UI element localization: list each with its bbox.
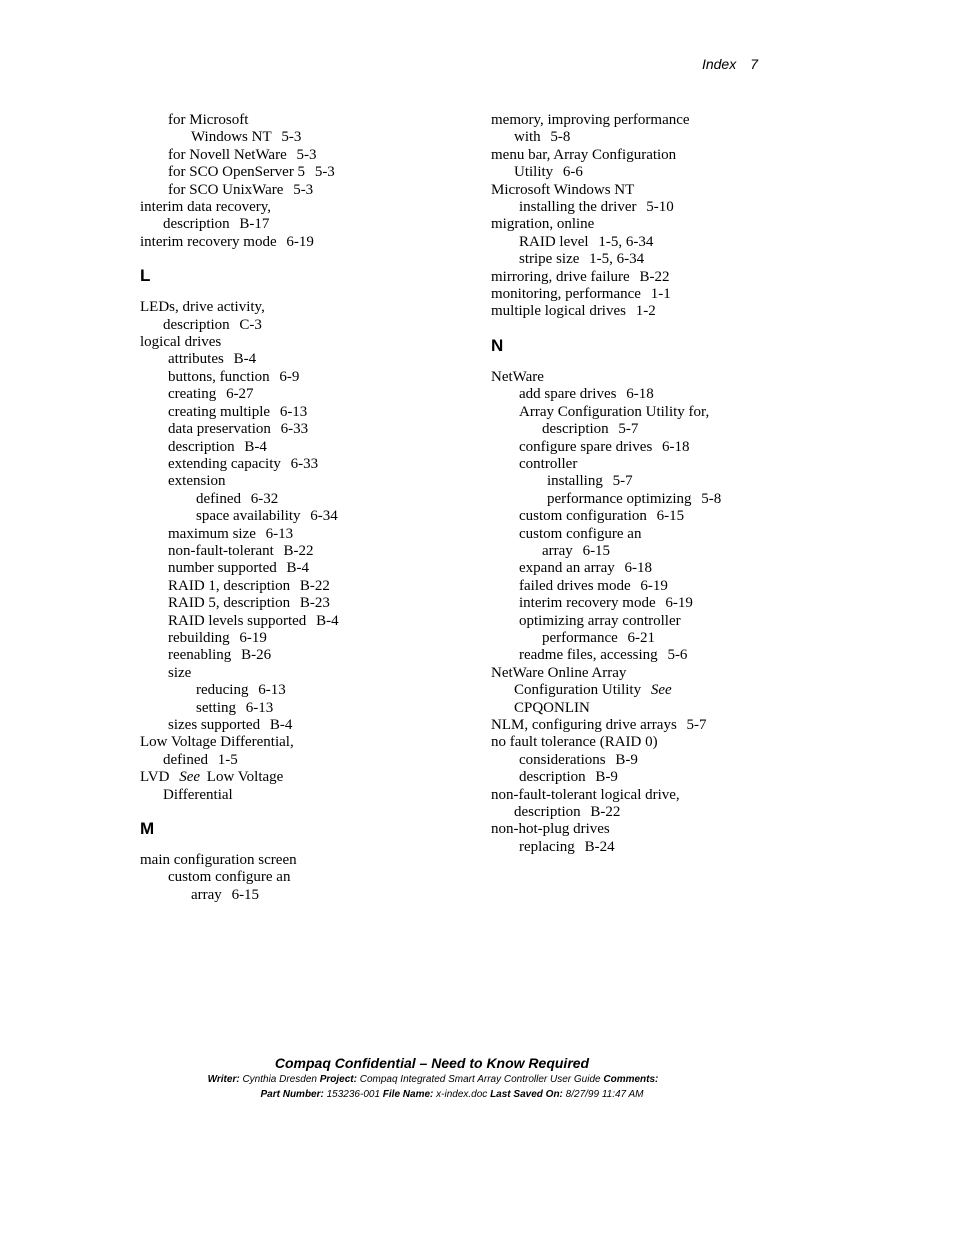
index-entry: [491, 216, 821, 233]
index-term: migration, online: [491, 216, 595, 233]
index-entry: [491, 734, 821, 751]
index-entry: [491, 787, 821, 804]
index-term: multiple logical drives: [491, 303, 626, 320]
index-term: NLM, configuring drive arrays: [491, 717, 677, 733]
page-reference: 1-5, 6-34: [589, 251, 645, 268]
index-term: description: [514, 804, 581, 821]
page-reference: 6-18: [662, 438, 690, 455]
index-term: RAID 1, description: [168, 577, 291, 594]
page-reference: 6-13: [279, 403, 308, 420]
index-term: custom configure an: [519, 525, 642, 542]
index-term: main configuration screen: [140, 852, 297, 869]
index-entry: [491, 647, 821, 664]
index-term: readme files, accessing: [519, 647, 658, 664]
page-reference: 1-5, 6-34: [598, 233, 654, 250]
index-entry: [491, 613, 821, 630]
index-term: description: [519, 769, 586, 786]
page-reference: 6-19: [640, 577, 668, 594]
index-column-right: [491, 112, 821, 856]
index-term: for Novell NetWare: [168, 146, 287, 163]
page-reference: B-22: [283, 542, 314, 559]
index-term: add spare drives: [519, 386, 617, 403]
page-reference: B-23: [299, 595, 330, 612]
index-entry: [491, 251, 821, 268]
index-term: buttons, function: [168, 368, 270, 385]
page-reference: 1-5: [217, 751, 238, 768]
writer-label: Writer:: [207, 1074, 240, 1085]
section-letter: N: [491, 335, 504, 355]
index-entry: [140, 717, 470, 734]
page-reference: 6-13: [258, 682, 286, 699]
footer-writer-line: [0, 1072, 954, 1087]
index-entry: [140, 647, 470, 664]
index-entry: [140, 234, 470, 251]
page-reference: 5-8: [550, 129, 571, 146]
index-entry: [140, 578, 470, 595]
index-entry: [491, 129, 821, 146]
index-term: setting: [196, 699, 236, 716]
part-number-value: 153236-001: [326, 1089, 381, 1100]
index-term: extension: [168, 473, 226, 490]
index-entry: [491, 665, 821, 682]
index-term: CPQONLIN: [514, 699, 590, 716]
index-entry: [491, 182, 821, 199]
index-entry: [491, 769, 821, 786]
index-entry: [140, 595, 470, 612]
index-entry: [140, 869, 470, 886]
page-reference: B-17: [239, 216, 270, 233]
index-entry: [140, 665, 470, 682]
index-term: reducing: [196, 682, 249, 699]
index-term: description: [542, 421, 609, 438]
index-entry: [491, 112, 821, 129]
page-reference: 6-19: [665, 595, 693, 612]
writer-value: Cynthia Dresden: [242, 1074, 317, 1085]
index-entry: [140, 473, 470, 490]
index-entry: [491, 578, 821, 595]
index-term: interim recovery mode: [519, 595, 656, 612]
index-term: installing the driver: [519, 199, 637, 216]
index-entry: [140, 630, 470, 647]
file-name-label: File Name:: [382, 1089, 434, 1100]
index-term: defined: [196, 490, 241, 507]
page-reference: B-9: [615, 751, 638, 768]
index-entry: [491, 700, 821, 717]
index-term: description: [168, 438, 235, 455]
index-term: rebuilding: [168, 629, 230, 646]
page-reference: 5-3: [293, 181, 314, 198]
index-entry: [140, 456, 470, 473]
page-reference: 5-3: [314, 164, 335, 181]
index-entry: [140, 369, 470, 386]
page-reference: 1-1: [650, 286, 671, 303]
index-entry: [491, 439, 821, 456]
index-term: for SCO OpenServer 5: [168, 164, 306, 181]
index-term: RAID levels supported: [168, 612, 307, 629]
index-term: configure spare drives: [519, 438, 653, 455]
page-reference: 1-2: [635, 303, 656, 320]
page-reference: 6-21: [627, 629, 656, 646]
index-entry: [491, 234, 821, 251]
index-entry: [491, 164, 821, 181]
index-term: performance: [542, 629, 618, 646]
index-entry: [491, 456, 821, 473]
index-term: non-fault-tolerant logical drive,: [491, 786, 680, 803]
page-reference: 6-9: [279, 368, 300, 385]
page-reference: B-24: [584, 838, 615, 855]
index-term: expand an array: [519, 560, 615, 577]
page-reference: B-4: [244, 438, 267, 455]
index-entry: [140, 526, 470, 543]
index-entry: [491, 630, 821, 647]
page-reference: B-4: [269, 717, 293, 733]
index-entry: [140, 129, 470, 146]
page-number: 7: [750, 56, 758, 72]
index-entry: [491, 473, 821, 490]
index-term: space availability: [196, 508, 301, 525]
index-term: for SCO UnixWare: [168, 181, 284, 198]
page-reference: 6-15: [582, 542, 611, 559]
index-term: attributes: [168, 351, 224, 368]
page-reference: B-26: [241, 647, 272, 664]
index-entry: [140, 560, 470, 577]
last-saved-label: Last Saved On:: [490, 1089, 563, 1100]
index-term: creating multiple: [168, 403, 271, 420]
index-entry: [140, 491, 470, 508]
index-term: number supported: [168, 560, 277, 577]
index-term: description: [163, 316, 230, 333]
index-term: optimizing array controller: [519, 612, 681, 629]
index-entry: [140, 164, 470, 181]
index-entry: [140, 734, 470, 751]
index-entry: [140, 317, 470, 334]
index-term: interim recovery mode: [140, 233, 277, 250]
part-number-label: Part Number:: [260, 1089, 324, 1100]
index-term: RAID 5, description: [168, 595, 291, 612]
index-term: considerations: [519, 751, 606, 768]
page-reference: 6-32: [250, 490, 279, 507]
page-reference: 6-6: [562, 164, 583, 181]
index-column-left: [140, 112, 470, 904]
index-entry: [140, 508, 470, 525]
index-term: sizes supported: [168, 717, 261, 733]
confidential-notice: Compaq Confidential – Need to Know Required: [274, 1055, 590, 1071]
index-entry: [491, 682, 821, 699]
page-reference: B-4: [316, 612, 339, 629]
index-entry: [491, 404, 821, 421]
index-term: LEDs, drive activity,: [140, 299, 265, 316]
file-name-value: x-index.doc: [436, 1089, 488, 1100]
index-entry: [491, 595, 821, 612]
index-term: controller: [519, 455, 578, 472]
index-term: interim data recovery,: [140, 199, 272, 216]
index-term: LVD: [140, 769, 170, 786]
page-reference: B-22: [299, 577, 330, 594]
page-reference: 5-7: [618, 421, 639, 438]
index-entry: [491, 839, 821, 856]
index-term: for Microsoft: [168, 112, 249, 128]
page-reference: 5-7: [612, 473, 633, 490]
index-term: reenabling: [168, 647, 232, 664]
index-term: memory, improving performance: [491, 112, 690, 128]
index-term: RAID level: [519, 233, 589, 250]
index-term: array: [191, 886, 222, 903]
index-entry: [140, 682, 470, 699]
page-reference: 6-18: [626, 386, 654, 403]
header-label: Index: [701, 56, 737, 72]
index-term: Differential: [163, 786, 233, 803]
page-reference: 5-10: [646, 199, 674, 216]
page-reference: 6-33: [290, 455, 319, 472]
index-entry: [140, 752, 470, 769]
index-entry: [140, 334, 470, 351]
index-entry: [140, 543, 470, 560]
index-entry: [491, 147, 821, 164]
page-reference: 6-13: [265, 525, 294, 542]
index-entry: [140, 299, 470, 316]
index-entry: [140, 700, 470, 717]
index-term: data preservation: [168, 421, 271, 438]
page-reference: 5-6: [667, 647, 688, 664]
index-entry: [140, 421, 470, 438]
index-term: failed drives mode: [519, 577, 631, 594]
index-term: logical drives: [140, 334, 222, 351]
index-term: Utility: [514, 164, 554, 181]
index-term: mirroring, drive failure: [491, 268, 630, 285]
index-entry: [491, 386, 821, 403]
index-term: Windows NT: [191, 129, 272, 146]
index-entry: [491, 491, 821, 508]
page-reference: 6-19: [239, 629, 267, 646]
index-entry: [140, 199, 470, 216]
index-entry: [491, 821, 821, 838]
index-term: creating: [168, 386, 217, 403]
page-reference: 6-34: [310, 508, 338, 525]
last-saved-value: 8/27/99 11:47 AM: [565, 1089, 644, 1100]
footer-part-line: [0, 1087, 954, 1102]
page-reference: 6-15: [656, 508, 685, 525]
index-term: menu bar, Array Configuration: [491, 146, 677, 163]
index-term: defined: [163, 751, 208, 768]
page-reference: B-9: [595, 769, 618, 786]
index-entry: [140, 404, 470, 421]
index-entry: [491, 717, 821, 734]
index-entry: [140, 216, 470, 233]
page-reference: C-3: [239, 316, 262, 333]
page-reference: 6-19: [286, 233, 314, 250]
index-entry: [140, 351, 470, 368]
index-entry: [491, 560, 821, 577]
see-target: Low Voltage: [206, 769, 284, 786]
index-term: custom configure an: [168, 869, 291, 886]
index-term: Configuration Utility: [514, 682, 642, 699]
index-entry: [491, 508, 821, 525]
index-term: array: [542, 542, 573, 559]
project-label: Project:: [319, 1074, 357, 1085]
index-term: non-hot-plug drives: [491, 821, 610, 838]
project-value: Compaq Integrated Smart Array Controller User Guide: [359, 1074, 601, 1085]
page-reference: B-4: [233, 351, 257, 368]
section-letter: L: [140, 266, 151, 286]
index-term: with: [514, 129, 541, 146]
index-term: Array Configuration Utility for,: [519, 403, 710, 420]
index-entry: [491, 804, 821, 821]
index-entry: [140, 147, 470, 164]
index-entry: [491, 269, 821, 286]
index-term: performance optimizing: [547, 490, 692, 507]
index-entry: [140, 439, 470, 456]
index-entry: [140, 852, 470, 869]
page-reference: 5-3: [296, 146, 317, 163]
see-reference: See: [179, 769, 201, 786]
page-reference: B-22: [590, 804, 621, 821]
page-reference: 5-8: [701, 490, 722, 507]
index-term: Microsoft Windows NT: [491, 181, 635, 198]
index-entry: [140, 887, 470, 904]
index-term: extending capacity: [168, 455, 281, 472]
index-entry: [140, 182, 470, 199]
index-entry: [140, 386, 470, 403]
index-term: description: [163, 216, 230, 233]
index-entry: [491, 543, 821, 560]
index-entry: [491, 752, 821, 769]
index-entry: [140, 769, 470, 786]
see-reference: See: [650, 682, 672, 699]
page-reference: 6-33: [280, 421, 309, 438]
page-reference: 6-18: [624, 560, 653, 577]
document-footer: [0, 1054, 954, 1102]
index-term: NetWare: [491, 368, 544, 385]
comments-label: Comments:: [603, 1074, 659, 1085]
section-letter: M: [140, 819, 155, 839]
index-term: installing: [547, 473, 603, 490]
page-reference: 6-13: [245, 699, 274, 716]
index-entry: [491, 199, 821, 216]
index-term: replacing: [519, 838, 575, 855]
running-header: [702, 56, 758, 72]
index-entry: [140, 112, 470, 129]
index-term: non-fault-tolerant: [168, 542, 274, 559]
page-reference: B-4: [286, 560, 309, 577]
page-reference: 6-15: [231, 886, 260, 903]
index-term: maximum size: [168, 525, 256, 542]
index-entry: [140, 787, 470, 804]
index-term: custom configuration: [519, 508, 647, 525]
index-term: Low Voltage Differential,: [140, 734, 294, 751]
index-term: size: [168, 664, 192, 681]
page-reference: 6-27: [226, 386, 254, 403]
index-term: monitoring, performance: [491, 286, 641, 303]
index-entry: [491, 303, 821, 320]
index-entry: [491, 526, 821, 543]
page-reference: 5-3: [281, 129, 302, 146]
index-term: stripe size: [519, 251, 580, 268]
index-entry: [140, 613, 470, 630]
index-term: no fault tolerance (RAID 0): [491, 734, 658, 751]
page-reference: 5-7: [686, 717, 707, 733]
index-entry: [491, 369, 821, 386]
index-entry: [491, 286, 821, 303]
index-term: NetWare Online Array: [491, 664, 627, 681]
page-reference: B-22: [639, 268, 670, 285]
index-entry: [491, 421, 821, 438]
